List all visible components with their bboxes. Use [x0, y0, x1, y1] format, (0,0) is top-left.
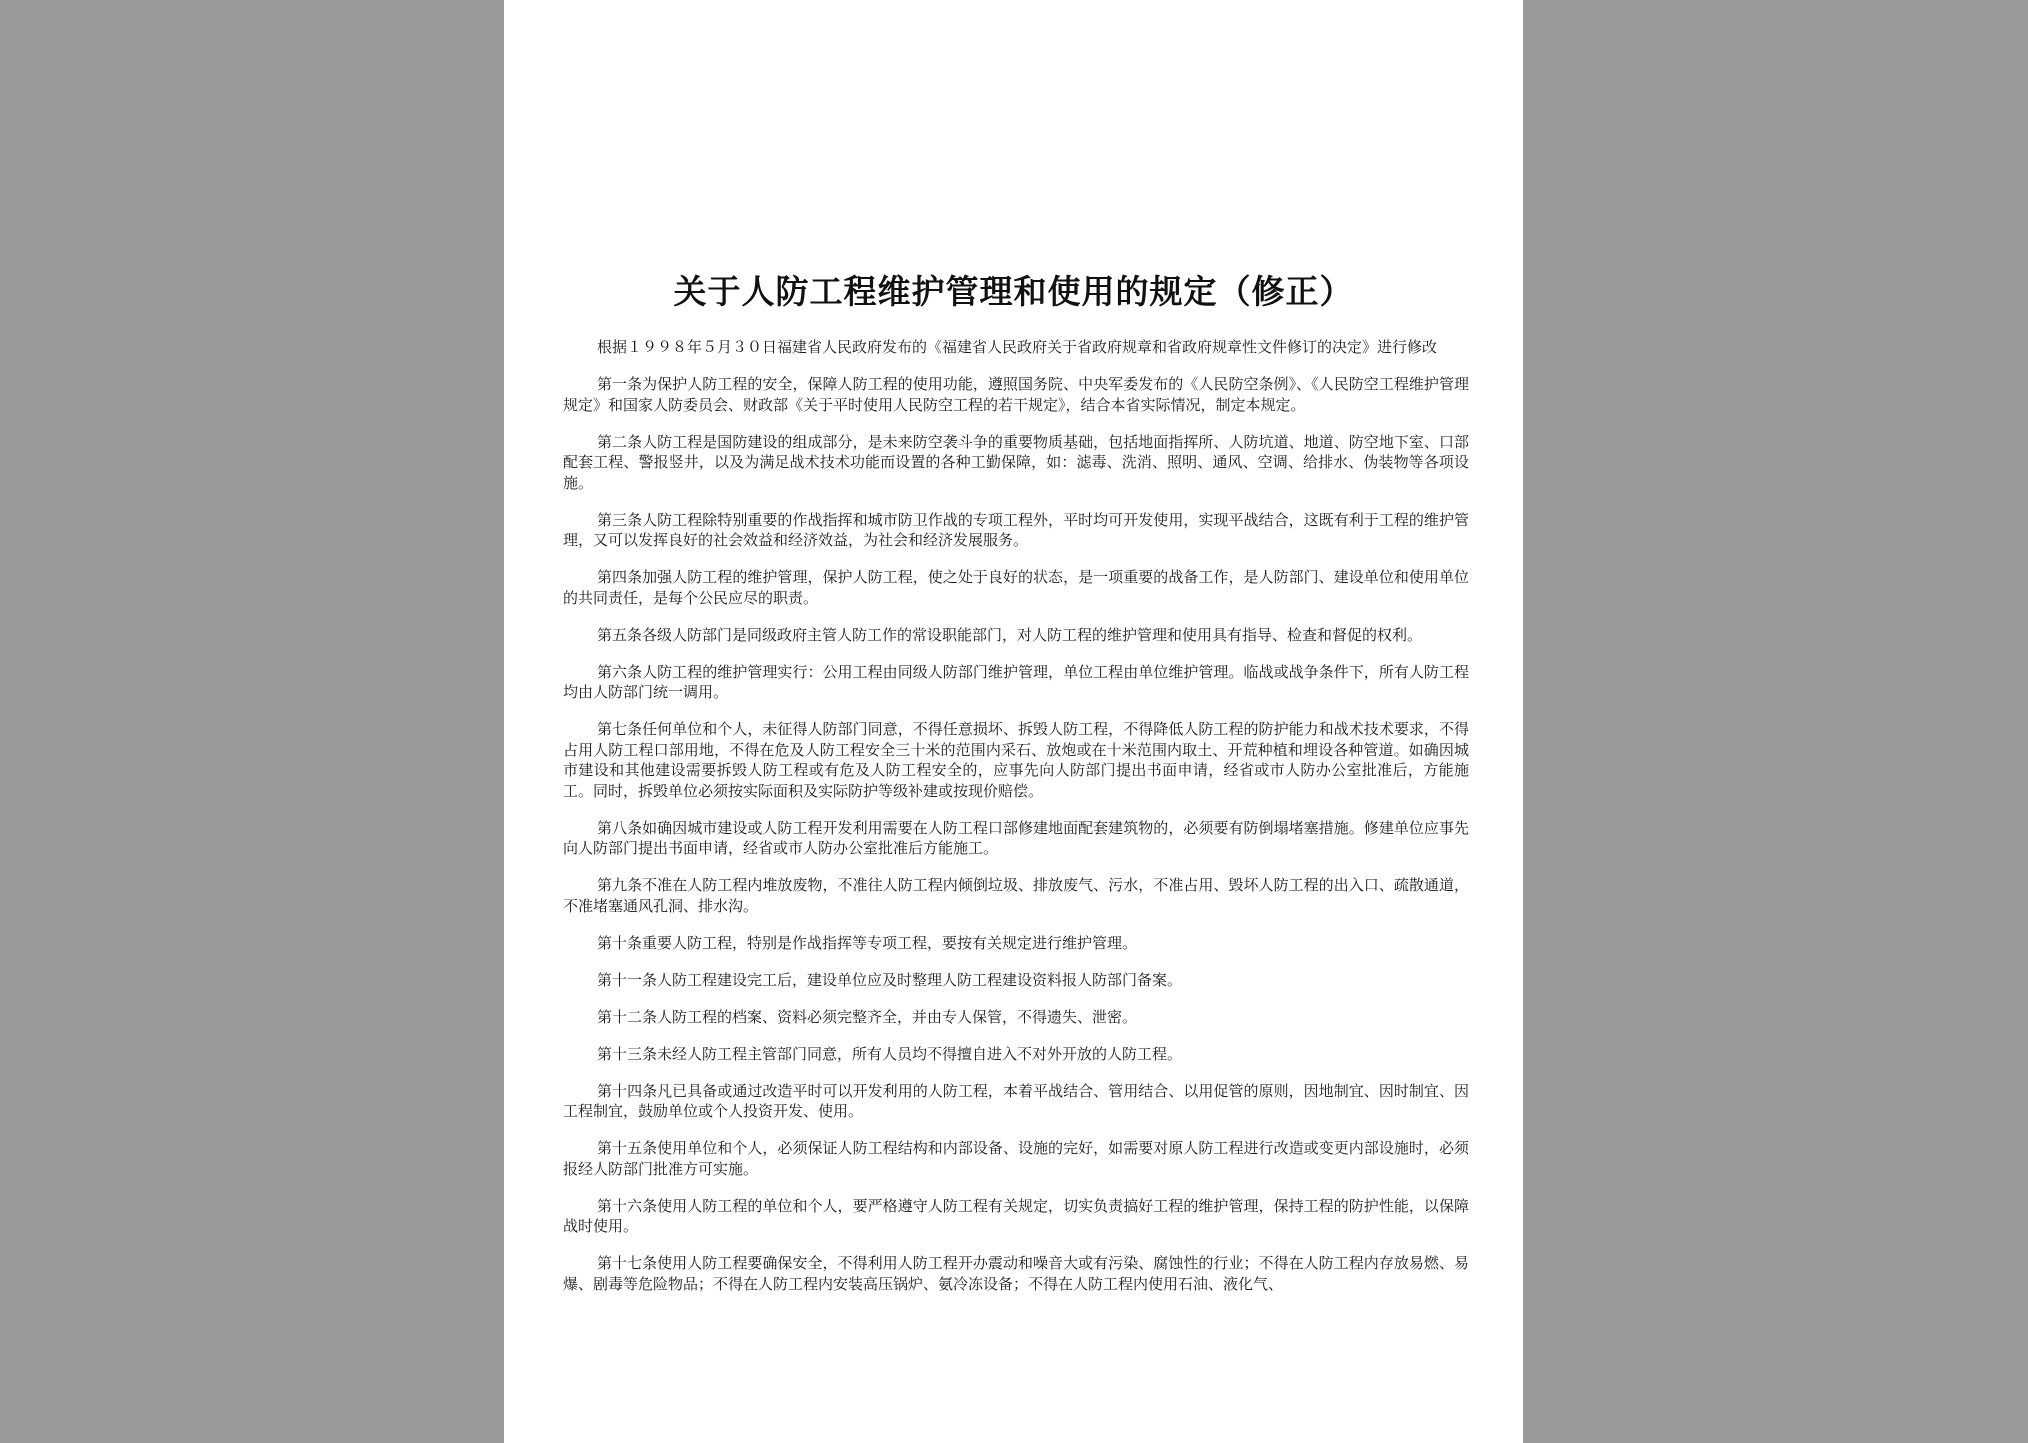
article-16: 第十六条使用人防工程的单位和个人，要严格遵守人防工程有关规定，切实负责搞好工程的维护管理，保持工程的防护性能，以保障战时使用。 [563, 1196, 1469, 1235]
article-3: 第三条人防工程除特别重要的作战指挥和城市防卫作战的专项工程外，平时均可开发使用，实现平战结合，这既有利于工程的维护管理，又可以发挥良好的社会效益和经济效益，为社会和经济发展服务。 [563, 510, 1469, 549]
article-9: 第九条不准在人防工程内堆放废物，不准往人防工程内倾倒垃圾、排放废气、污水，不准占用、毁坏人防工程的出入口、疏散通道，不准堵塞通风孔洞、排水沟。 [563, 876, 1469, 915]
article-15: 第十五条使用单位和个人，必须保证人防工程结构和内部设备、设施的完好，如需要对原人防工程进行改造或变更内部设施时，必须报经人防部门批准方可实施。 [563, 1139, 1469, 1178]
article-8: 第八条如确因城市建设或人防工程开发利用需要在人防工程口部修建地面配套建筑物的，必须要有防倒塌堵塞措施。修建单位应事先向人防部门提出书面申请，经省或市人防办公室批准后方能施工。 [563, 818, 1469, 857]
article-2: 第二条人防工程是国防建设的组成部分，是未来防空袭斗争的重要物质基础，包括地面指挥所、人防坑道、地道、防空地下室、口部配套工程、警报竖井，以及为满足战术技术功能而设置的各种工勤保障，如：滤毒、洗消、照明、通风、空调、给排水、伪装物等各项设施。 [563, 432, 1469, 492]
article-6: 第六条人防工程的维护管理实行：公用工程由同级人防部门维护管理，单位工程由单位维护管理。临战或战争条件下，所有人防工程均由人防部门统一调用。 [563, 662, 1469, 701]
article-10: 第十条重要人防工程，特别是作战指挥等专项工程，要按有关规定进行维护管理。 [597, 933, 1138, 952]
article-14: 第十四条凡已具备或通过改造平时可以开发利用的人防工程，本着平战结合、管用结合、以用促管的原则，因地制宜、因时制宜、因工程制宜，鼓励单位或个人投资开发、使用。 [563, 1081, 1469, 1120]
paragraph-revision-note: 根据１９９８年５月３０日福建省人民政府发布的《福建省人民政府关于省政府规章和省政府规章性文件修订的决定》进行修改 [597, 338, 1438, 356]
document-page [504, 0, 1523, 1443]
article-13: 第十三条未经人防工程主管部门同意，所有人员均不得擅自进入不对外开放的人防工程。 [597, 1044, 1183, 1063]
article-11: 第十一条人防工程建设完工后，建设单位应及时整理人防工程建设资料报人防部门备案。 [597, 970, 1183, 989]
article-12: 第十二条人防工程的档案、资料必须完整齐全，并由专人保管，不得遗失、泄密。 [597, 1007, 1138, 1026]
article-17: 第十七条使用人防工程要确保安全，不得利用人防工程开办震动和噪音大或有污染、腐蚀性的行业；不得在人防工程内存放易燃、易爆、剧毒等危险物品；不得在人防工程内安装高压锅炉、氨冷冻设备；不得在人防工程内使用石油、液化气、 [563, 1254, 1469, 1293]
article-5: 第五条各级人防部门是同级政府主管人防工作的常设职能部门，对人防工程的维护管理和使用具有指导、检查和督促的权利。 [597, 625, 1423, 644]
article-7: 第七条任何单位和个人，未征得人防部门同意，不得任意损坏、拆毁人防工程，不得降低人防工程的防护能力和战术技术要求，不得占用人防工程口部用地，不得在危及人防工程安全三十米的范围内采石、放炮或在十米范围内取土、开荒种植和埋设各种管道。如确因城市建设和其他建设需要拆毁人防工程或有危及人防工程安全的，应事先向人防部门提出书面申请，经省或市人防办公室批准后，方能施工。同时，拆毁单位必须按实际面积及实际防护等级补建或按现价赔偿。 [563, 720, 1469, 800]
document-title: 关于人防工程维护管理和使用的规定（修正） [673, 272, 1354, 311]
article-4: 第四条加强人防工程的维护管理，保护人防工程，使之处于良好的状态，是一项重要的战备工作，是人防部门、建设单位和使用单位的共同责任，是每个公民应尽的职责。 [563, 568, 1469, 607]
article-1: 第一条为保护人防工程的安全，保障人防工程的使用功能，遵照国务院、中央军委发布的《人民防空条例》、《人民防空工程维护管理规定》和国家人防委员会、财政部《关于平时使用人民防空工程的若干规定》，结合本省实际情况，制定本规定。 [563, 375, 1469, 414]
document-body [563, 337, 1469, 1311]
